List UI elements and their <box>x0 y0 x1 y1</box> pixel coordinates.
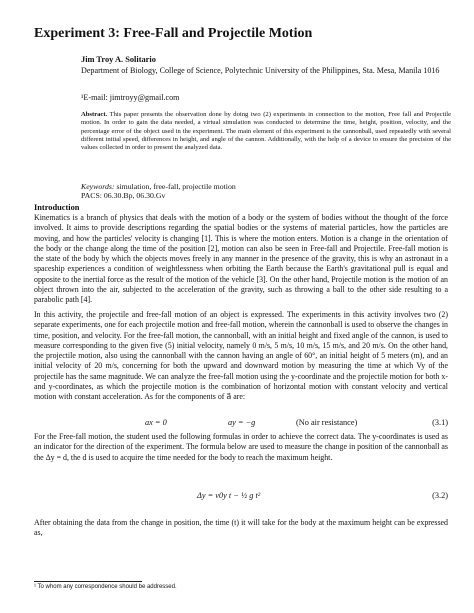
author-email: ¹E-mail: jimtroyy@gmail.com <box>81 93 180 102</box>
author-name: Jim Troy A. Solitario <box>81 55 156 64</box>
intro-paragraph-1: Kinematics is a branch of physics that deals with the motion of a body or the system of bodies without the thought of the force involved. It aims to provide descriptions regarding the spatial bodies or the systems of material particles, how the particles are moving, and how the particles' velocity is changing [1]. This is where the motion enters. Motion is a change in the orientation of the body or the change along the time of the position [2], motion can also be seen in Free-fall and Projectile. Free-fall motion is the state of the body by which the objects moves freely in any manner in the presence of the gravity, this is why an astronaut in a spaceship experiences a condition of weightlessness when orbiting the Earth because the Earth's gravitational pull is equal and opposite to the inertial force as the result of the motion of the vehicle [3]. On the other hand, Projectile motion is the motion of an object thrown into the air, subjected to the acceleration of the gravity, such as throwing a ball to the other side resulting to a parabolic path [4]. <box>34 213 448 305</box>
intro-paragraph-4: After obtaining the data from the change in position, the time (t) it will take for the body at the maximum height can be expressed as, <box>34 518 448 538</box>
abstract <box>81 111 451 152</box>
equation-3-2-formula: Δy = v0y t − ½ g t² <box>197 491 261 500</box>
equation-3-1-number: (3.1) <box>432 418 448 427</box>
author-affiliation: Department of Biology, College of Science, Polytechnic University of the Philippines, Sta. Mesa, Manila 1016 <box>81 66 440 75</box>
abstract-label: Abstract. <box>81 111 108 118</box>
intro-paragraph-3: For the Free-fall motion, the student used the following formulas in order to achieve the correct data. The y-coordinates is used as an indicator for the direction of the experiment. The formula below are used to measure the change in position of the cannonball as the Δy = d, the d is used to acquire the time needed for the body to reach the maximum height. <box>34 432 448 462</box>
equation-3-2 <box>34 491 448 503</box>
abstract-text: This paper presents the observation done by doing two (2) experiments in connection to the motion, Free fall and Projectile motion. In order to gain the data needed, a virtual simulation was conducted to determine the time, height, position, velocity, and the percentage error of the object used in the experiment. The main element of this experiment is the cannonball, used repeatedly with several different initial speed, differences in height, and angle of the cannon. Additionally, with the help of a device to ensure the precision of the values collected in order to present the analyzed data. <box>81 111 451 152</box>
section-heading-introduction: Introduction <box>34 203 80 212</box>
intro-paragraph-2: In this activity, the projectile and free-fall motion of an object is expressed. The experiments in this activity involves two (2) separate experiments, one for each projectile motion and free-fall motion, wherein the cannonball is used to observe the changes in time, position, and velocity. For the free-fall motion, the cannonball, with an initial height and fixed angle of the cannon, is used to measure corresponding to the given five (5) initial velocity, namely 0 m/s, 5 m/s, 10 m/s, 15 m/s, and 20 m/s. On the other hand, the projectile motion, also using the cannonball with the cannon having an angle of 60°, an initial height of 5 meters (m), and an initial velocity of 20 m/s, concerning for both the upward and downward motion by measuring the time at which Vy of the projectile has the same magnitude. We can analyze the free-fall motion using the y-coordinate and the projectile motion for both x- and y-coordinates, as which the projectile motion is the combination of horizontal motion with constant velocity and vertical motion with constant acceleration. As for the components of a⃗ are: <box>34 310 448 402</box>
equation-3-1-note: (No air resistance) <box>296 418 358 427</box>
footnote: ¹ To whom any correspondence should be addressed. <box>34 584 177 590</box>
keywords-text: simulation, free-fall, projectile motion <box>116 182 236 191</box>
keywords-block <box>81 182 236 200</box>
keywords-label: Keywords: <box>81 182 115 191</box>
footnote-divider <box>34 581 142 582</box>
pacs-codes: PACS: 06.30.Bp, 06.30.Gv <box>81 191 166 200</box>
paper-title: Experiment 3: Free-Fall and Projectile Motion <box>34 26 313 41</box>
equation-3-1-ay: ay = −g <box>228 418 256 427</box>
equation-3-1-ax: ax = 0 <box>145 418 167 427</box>
equation-3-2-number: (3.2) <box>432 491 448 500</box>
equation-3-1 <box>34 418 448 430</box>
